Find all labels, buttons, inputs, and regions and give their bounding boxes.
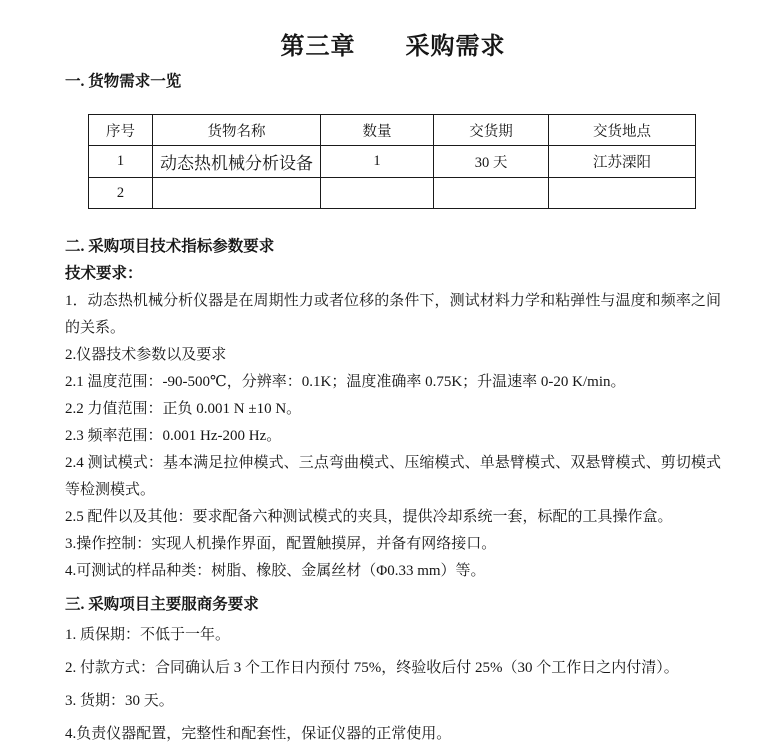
cell-name	[153, 178, 321, 209]
section-heading-technical-specs: 二. 采购项目技术指标参数要求	[65, 238, 275, 255]
tech-item-2-5: 2.5 配件以及其他：要求配备六种测试模式的夹具，提供冷却系统一套，标配的工具操作盒。	[65, 509, 673, 525]
tech-item-4: 4.可测试的样品种类：树脂、橡胶、金属丝材（Φ0.33 mm）等。	[65, 563, 486, 579]
goods-requirements-table	[88, 114, 696, 209]
cell-qty: 1	[321, 146, 434, 178]
tech-item-3: 3.操作控制：实现人机操作界面，配置触摸屏，并备有网络接口。	[65, 536, 497, 552]
section-heading-goods-overview: 一. 货物需求一览	[65, 73, 182, 90]
tech-item-2-4: 2.4 测试模式：基本满足拉伸模式、三点弯曲模式、压缩模式、单悬臂模式、双悬臂模式、剪切模式等检测模式。	[65, 455, 721, 498]
cell-seq: 1	[89, 146, 153, 178]
cell-location: 江苏溧阳	[549, 146, 696, 178]
business-requirements-list	[65, 622, 721, 748]
table-row	[89, 146, 696, 178]
cell-qty	[321, 178, 434, 209]
table-row	[89, 178, 696, 209]
col-header-seq: 序号	[89, 115, 153, 146]
section-heading-business-requirements: 三. 采购项目主要服商务要求	[65, 596, 259, 613]
cell-delivery: 30 天	[434, 146, 549, 178]
page-title: 第三章 采购需求	[280, 34, 506, 60]
tech-item-1: 1．动态热机械分析仪器是在周期性力或者位移的条件下，测试材料力学和粘弹性与温度和频率之间的关系。	[65, 293, 721, 336]
biz-item-2: 2. 付款方式：合同确认后 3 个工作日内预付 75%，终验收后付 25%（30 个工作日之内付清）。	[65, 660, 679, 676]
tech-item-2-1: 2.1 温度范围：-90-500℃，分辨率：0.1K；温度准确率 0.75K；升温速率 0-20 K/min。	[65, 374, 626, 390]
biz-item-1: 1. 质保期：不低于一年。	[65, 627, 231, 643]
cell-seq: 2	[89, 178, 153, 209]
cell-delivery	[434, 178, 549, 209]
subheading-technical-requirements: 技术要求：	[65, 265, 143, 282]
col-header-delivery: 交货期	[434, 115, 549, 146]
col-header-name: 货物名称	[153, 115, 321, 146]
cell-name: 动态热机械分析设备	[153, 146, 321, 178]
tech-item-2-3: 2.3 频率范围：0.001 Hz-200 Hz。	[65, 428, 282, 444]
biz-item-3: 3. 货期：30 天。	[65, 693, 174, 709]
table-header-row	[89, 115, 696, 146]
technical-requirements-list	[65, 288, 721, 585]
tech-item-2-2: 2.2 力值范围：正负 0.001 N ±10 N。	[65, 401, 302, 417]
tech-item-2: 2.仪器技术参数以及要求	[65, 347, 227, 363]
col-header-location: 交货地点	[549, 115, 696, 146]
cell-location	[549, 178, 696, 209]
col-header-qty: 数量	[321, 115, 434, 146]
biz-item-4: 4.负责仪器配置，完整性和配套性，保证仪器的正常使用。	[65, 726, 452, 742]
